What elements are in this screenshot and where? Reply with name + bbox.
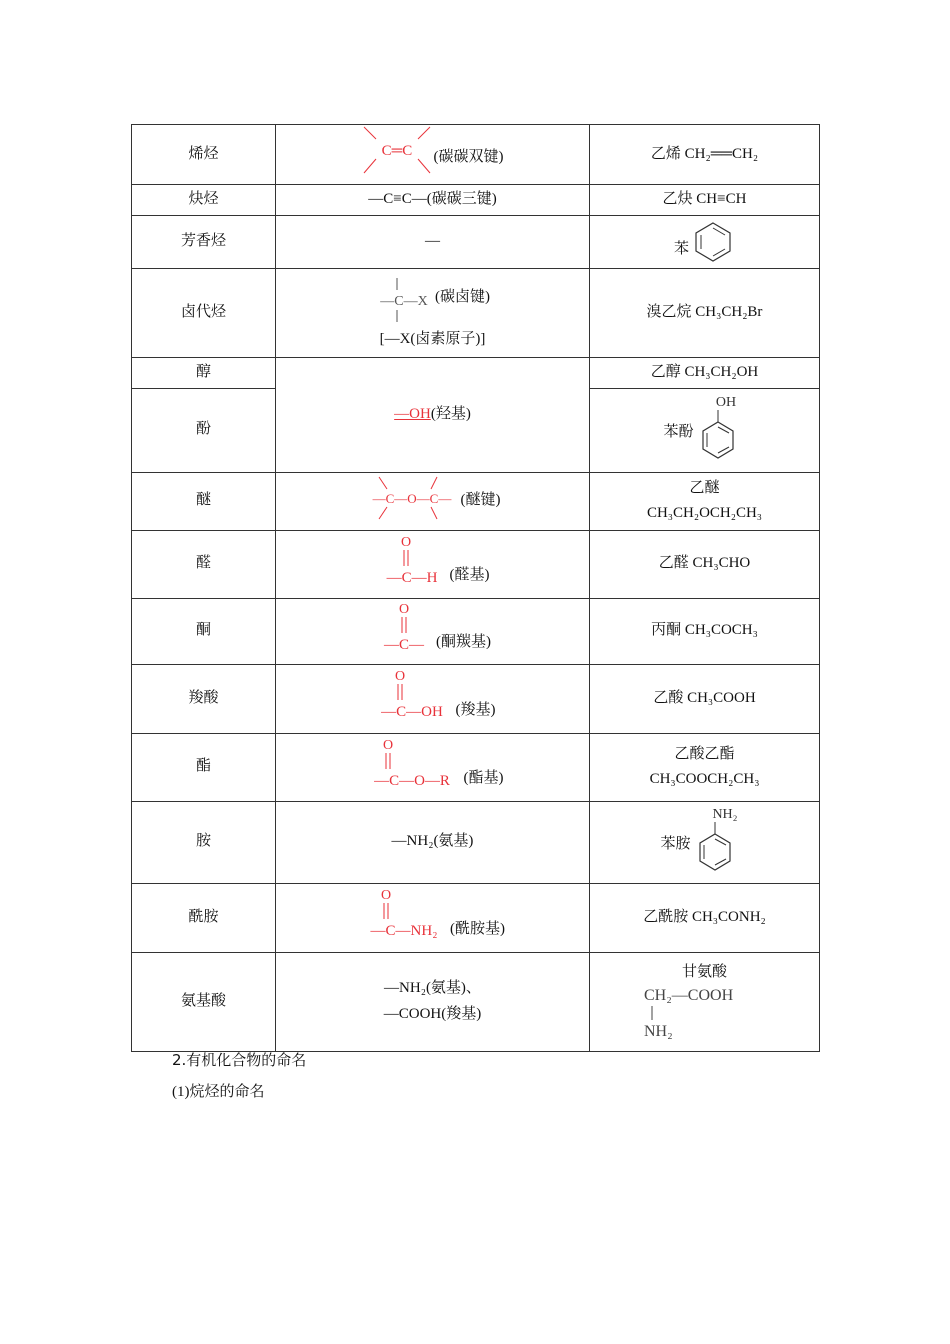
example: 乙醛 CH₃CHO <box>658 555 751 572</box>
glycine-line-2: NH₂ <box>643 1023 673 1041</box>
table-row <box>132 530 820 598</box>
group-desc: —NH₂(氨基)、 <box>384 980 481 996</box>
table-row <box>132 733 820 801</box>
ether-structure <box>365 473 459 523</box>
table-row <box>132 801 820 883</box>
phenol-substituent: OH <box>715 395 736 410</box>
table-row <box>132 268 820 357</box>
example: 乙醚 <box>689 479 720 496</box>
ester-structure <box>362 735 462 793</box>
class-name: 酯 <box>195 758 211 775</box>
example-2: CH₃CH₂OCH₂CH₃ <box>646 505 763 521</box>
example: 丙酮 CH₃COCH₃ <box>651 622 758 639</box>
aniline-substituent: NH₂ <box>711 807 738 822</box>
class-name: 芳香烃 <box>180 232 226 249</box>
carbonyl-oxygen: O <box>380 888 392 904</box>
carbonyl-oxygen: O <box>398 601 410 617</box>
table-row <box>132 125 820 185</box>
carbon-halogen-formula: —C—X <box>380 293 428 309</box>
group-desc: (醛基) <box>449 567 490 584</box>
carbonyl-oxygen: O <box>400 534 411 550</box>
group-desc-2: [—X(卤素原子)] <box>379 330 486 347</box>
group-desc-2: —COOH(羧基) <box>383 1005 482 1022</box>
carbonyl-oxygen: O <box>394 669 405 685</box>
amide-structure <box>360 885 448 943</box>
group-desc: (酰胺基) <box>450 920 505 937</box>
example-name: 苯胺 <box>660 835 691 852</box>
hydroxyl-formula: —OH <box>394 405 431 422</box>
amide-formula: —C—NH₂ <box>370 923 438 940</box>
carboxyl-formula: —C—OH <box>380 704 443 721</box>
aniline-structure-icon <box>693 804 749 880</box>
subsection-title: (1)烷烃的命名 <box>172 1084 265 1100</box>
ketone-structure <box>374 599 434 657</box>
group-desc: (羟基) <box>430 405 471 422</box>
class-name: 酰胺 <box>188 908 219 925</box>
class-name: 羧酸 <box>188 689 219 706</box>
table-row <box>132 472 820 530</box>
class-name: 胺 <box>195 833 211 850</box>
table-row <box>132 664 820 733</box>
table-row <box>132 357 820 388</box>
group-desc: (碳卤键) <box>435 289 490 306</box>
class-name: 氨基酸 <box>180 992 226 1009</box>
phenol-structure-icon <box>696 392 746 468</box>
example: 乙酸乙酯 <box>674 745 735 762</box>
class-name: 烯烃 <box>188 145 219 162</box>
group-desc: —C≡C—(碳碳三键) <box>368 190 497 207</box>
class-name: 卤代烃 <box>180 303 226 320</box>
group-desc: —NH₂(氨基) <box>391 833 474 850</box>
group-desc: (酮羰基) <box>436 634 491 651</box>
functional-group-table <box>131 124 820 1052</box>
example: 乙酸 CH₃COOH <box>653 689 756 706</box>
group-desc: (碳碳双键) <box>433 148 504 165</box>
example: 乙炔 CH≡CH <box>662 190 747 207</box>
example-2: CH₃COOCH₂CH₃ <box>649 771 760 787</box>
example: 乙醇 CH₃CH₂OH <box>650 363 759 380</box>
example: 溴乙烷 CH₃CH₂Br <box>646 303 763 320</box>
aldehyde-formula: —C—H <box>386 569 437 586</box>
ketone-formula: —C— <box>383 636 425 653</box>
class-cell <box>132 125 276 185</box>
example-name: 苯 <box>673 241 689 257</box>
ester-formula: —C—O—R <box>373 772 450 789</box>
example-name: 苯酚 <box>663 423 694 440</box>
example: 乙酰胺 CH₃CONH₂ <box>643 908 766 925</box>
group-desc: (酯基) <box>463 770 504 787</box>
ether-formula: —C—O—C— <box>372 490 451 506</box>
section-title: 2.有机化合物的命名 <box>172 1051 307 1069</box>
class-name: 醛 <box>195 555 211 572</box>
carbonyl-oxygen: O <box>382 737 393 753</box>
benzene-ring-icon <box>691 220 735 264</box>
class-name: 醚 <box>195 492 211 509</box>
glycine-line-1: CH₂—COOH <box>643 987 733 1005</box>
example: 乙烯 CH₂══CH₂ <box>650 145 759 162</box>
class-name: 醇 <box>195 363 211 380</box>
group-desc: — <box>425 232 440 249</box>
carboxyl-structure <box>370 666 454 724</box>
class-name: 酚 <box>195 421 211 438</box>
group-desc: (醚键) <box>460 492 501 509</box>
group-desc: (羧基) <box>455 701 496 718</box>
carbon-halogen-structure <box>375 276 433 324</box>
group-cell <box>276 125 590 185</box>
class-name: 酮 <box>195 622 211 639</box>
double-bond-formula: C═C <box>381 143 412 159</box>
aldehyde-structure <box>376 532 448 590</box>
table-row <box>132 215 820 268</box>
glycine-structure <box>640 982 770 1040</box>
table-row <box>132 184 820 215</box>
example-cell <box>590 125 820 185</box>
table-row <box>132 598 820 664</box>
table-row <box>132 952 820 1051</box>
table-row <box>132 883 820 952</box>
double-bond-structure <box>362 125 432 177</box>
class-name: 炔烃 <box>188 190 219 207</box>
example: 甘氨酸 <box>681 963 727 980</box>
